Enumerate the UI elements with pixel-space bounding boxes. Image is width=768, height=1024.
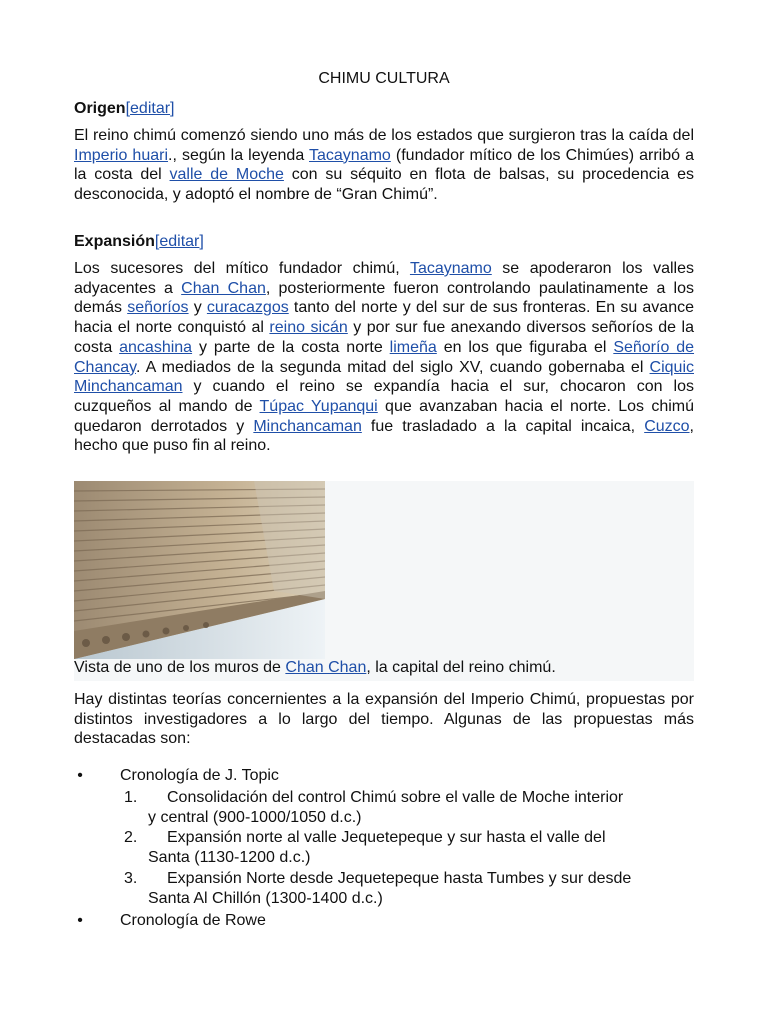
link-minchancaman[interactable]: Minchancaman [74, 378, 183, 396]
heading-origen: Origen[editar] [74, 100, 175, 117]
bullet-marker: • [77, 912, 83, 929]
link-senorio-de-chancay[interactable]: Señorío de Chancay [74, 338, 695, 376]
figure-block [74, 481, 694, 681]
list-item-label: Cronología de J. Topic [120, 767, 279, 784]
link-reino-sican[interactable]: reino sicán [269, 319, 348, 337]
link-chan-chan[interactable]: Chan Chan [181, 279, 266, 297]
link-ancashina[interactable]: ancashina [119, 338, 193, 356]
link-tupac-yupanqui[interactable]: Túpac Yupanqui [259, 397, 378, 415]
heading-expansion: Expansión[editar] [74, 233, 204, 250]
link-cuzco[interactable]: Cuzco [644, 417, 690, 435]
figure-caption: Vista de uno de los muros de Chan Chan, la capital del reino chimú. [74, 659, 556, 676]
bullet-marker: • [77, 767, 83, 784]
caption-link-chan-chan[interactable]: Chan Chan [285, 659, 367, 676]
paragraph-origen: El reino chimú comenzó siendo uno más de los estados que surgieron tras la caída del Imperio huari., según la leyenda Tacaynamo (fundador mítico de los Chimúes) arribó a la costa del valle de Moche con su séquito en flota de balsas, su procedencia es desconocida, y adoptó el nombre de “Gran Chimú”. [74, 127, 695, 204]
list-item-label: Cronología de Rowe [120, 912, 266, 929]
link-minchancaman-2[interactable]: Minchancaman [253, 417, 362, 435]
chan-chan-wall-image [74, 481, 325, 659]
paragraph-expansion: Los sucesores del mítico fundador chimú, Tacaynamo se apoderaron los valles adyacentes a Chan Chan, posteriormente fueron controlando paulatinamente a los demás señoríos y curacazgos tanto del norte y del sur de sus fronteras. En su avance hacia el norte conquistó al reino sicán y por sur fue anexando diversos señoríos de la costa ancashina y parte de la costa norte limeña en los que figuraba el Señorío de Chancay. A mediados de la segunda mitad del siglo XV, cuando gobernaba el Ciquic Minchancaman y cuando el reino se expandía hacia el sur, chocaron con los cuzqueños al mando de Túpac Yupanqui que avanzaban hacia el norte. Los chimú quedaron derrotados y Minchancaman fue trasladado a la capital incaica, Cuzco, hecho que puso fin al reino. [74, 260, 695, 455]
heading-origen-text: Origen [74, 100, 126, 117]
link-senorios[interactable]: señoríos [127, 299, 189, 317]
link-tacaynamo-2[interactable]: Tacaynamo [409, 260, 492, 277]
paragraph-theories: Hay distintas teorías concernientes a la expansión del Imperio Chimú, propuestas por distintos investigadores a lo largo del tiempo. Algunas de las propuestas más destacadas son: [74, 691, 694, 748]
link-curacazgos[interactable]: curacazgos [206, 299, 289, 317]
edit-link-expansion[interactable]: editar [159, 233, 200, 250]
link-valle-de-moche[interactable]: valle de Moche [169, 166, 284, 184]
document-title: CHIMU CULTURA [318, 70, 450, 87]
link-imperio-huari[interactable]: Imperio huari [74, 146, 169, 164]
link-tacaynamo[interactable]: Tacaynamo [309, 146, 391, 164]
link-ciquic[interactable]: Ciquic [649, 358, 694, 376]
edit-link-origen[interactable]: editar [130, 100, 171, 117]
heading-expansion-text: Expansión [74, 233, 155, 250]
link-limena[interactable]: limeña [389, 338, 437, 356]
